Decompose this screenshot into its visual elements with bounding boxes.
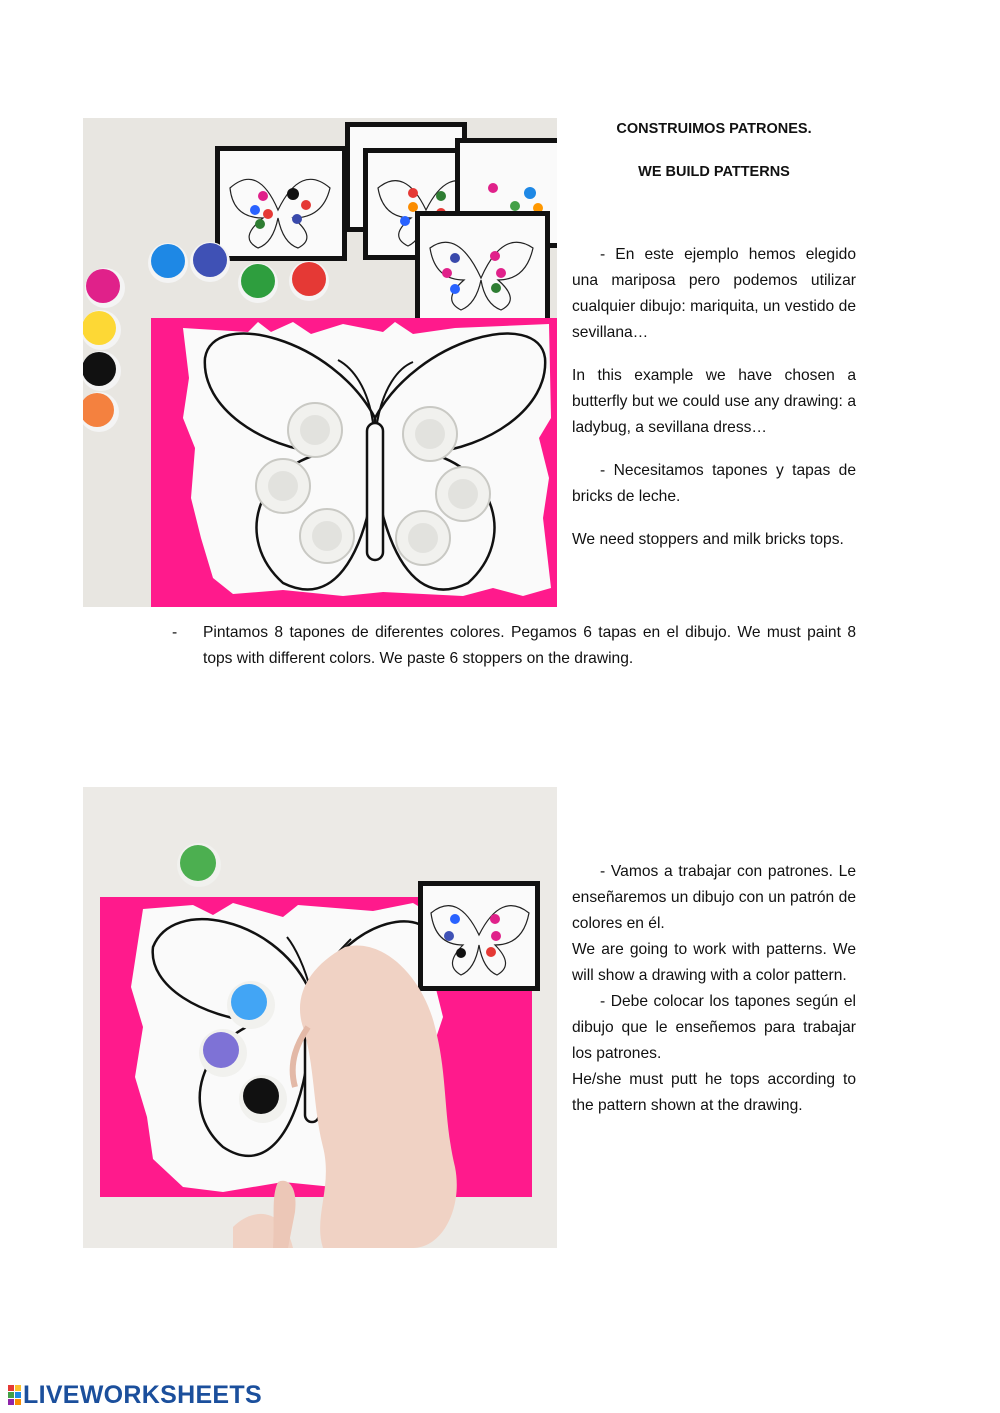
title-en: WE BUILD PATTERNS [638, 164, 790, 180]
s2-paragraph-en-2: He/she must putt he tops according to the pattern shown at the drawing. [572, 1071, 856, 1114]
s2-paragraph-en-1: We are going to work with patterns. We will show a drawing with a color pattern. [572, 941, 856, 984]
pattern-activity-photo [83, 787, 557, 1248]
pattern-activity-illustration [83, 787, 557, 1248]
s1-paragraph-en-2: We need stoppers and milk bricks tops. [572, 531, 844, 548]
bullet-dash: - [172, 624, 178, 641]
s2-paragraph-es-2: - Debe colocar los tapones según el dibujo que le enseñemos para trabajar los patrones. [572, 993, 856, 1062]
s2-paragraph-es-1: - Vamos a trabajar con patrones. Le enseñaremos un dibujo con un patrón de colores en él. [572, 863, 856, 932]
paint-caps-bullet [172, 620, 856, 672]
logo-text: LIVEWORKSHEETS [23, 1380, 262, 1409]
s1-paragraph-es-2: - Necesitamos tapones y tapas de bricks de leche. [572, 462, 856, 505]
logo-blocks-icon [8, 1385, 21, 1405]
s1-paragraph-es-1: - En este ejemplo hemos elegido una mariposa pero podemos utilizar cualquier dibujo: mariquita, un vestido de sevillana… [572, 246, 856, 341]
section1-text [572, 242, 856, 553]
liveworksheets-logo[interactable] [8, 1382, 262, 1408]
butterfly-caps-illustration [83, 118, 557, 607]
section2-text [572, 859, 856, 1119]
butterfly-caps-photo [83, 118, 557, 607]
bullet-text: Pintamos 8 tapones de diferentes colores. Pegamos 6 tapas en el dibujo. We must paint 8 tops with different colors. We paste 6 stoppers on the drawing. [203, 624, 856, 667]
s1-paragraph-en-1: In this example we have chosen a butterfly but we could use any drawing: a ladybug, a sevillana dress… [572, 367, 856, 436]
title-es: CONSTRUIMOS PATRONES. [616, 121, 812, 137]
